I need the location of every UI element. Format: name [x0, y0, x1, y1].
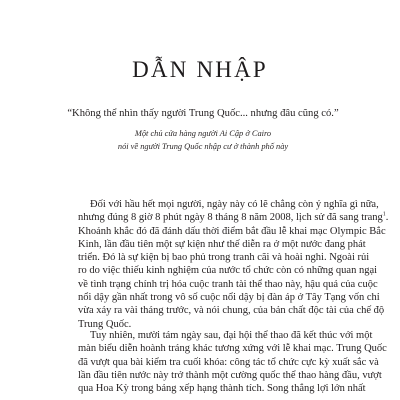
- body-paragraph: [78, 329, 387, 395]
- epigraph-attribution-line: nói về người Trung Quốc nhập cư ở thành phố này: [117, 142, 289, 151]
- paragraph-line: qua Hoa Kỳ trong bảng xếp hạng thành tích. Song thắng lợi lớn nhất: [78, 383, 366, 395]
- paragraph-line: vừa xảy ra vài tháng trước, và nói chung, của bản chất độc tài của chế độ: [78, 305, 385, 317]
- epigraph-attribution-line: Một chủ cửa hàng người Ai Cập ở Cairo: [134, 129, 272, 138]
- epigraph-quote: “Không thể nhìn thấy người Trung Quốc... nhưng đâu cũng có.”: [67, 108, 339, 119]
- paragraph-line: nhưng đúng 8 giờ 8 phút ngày 8 tháng 8 năm 2008, lịch sử đã sang trang$^1$.: [78, 211, 389, 224]
- paragraph-line: lần đầu tiên nước này trở thành một cường quốc thể thao hàng đầu, vượt: [78, 369, 382, 381]
- paragraph-line: Đối với hầu hết mọi người, ngày này có lẽ chẳng còn ý nghĩa gì nữa,: [90, 199, 379, 210]
- paragraph-line: màn biểu diễn hoành tráng khác tương xứng với lễ khai mạc. Trung Quốc: [78, 343, 387, 355]
- paragraph-line: Khoảnh khắc đó đã đánh dấu thời điểm bắt đầu lễ khai mạc Olympic Bắc: [78, 225, 386, 237]
- paragraph-line: đã vượt qua bài kiểm tra cuối khóa: công tác tổ chức cực kỳ xuất sắc và: [78, 356, 379, 368]
- paragraph-line: ro do việc thiếu kinh nghiệm của nước tổ chức còn có những quan ngại: [78, 265, 378, 277]
- footnote-mark[interactable]: 1: [382, 211, 386, 218]
- paragraph-line: Tuy nhiên, mười tám ngày sau, đại hội thể thao đã kết thúc với một: [90, 330, 373, 341]
- paragraph-line: về tình trạng chính trị hóa cuộc tranh tài thể thao này, hậu quả của cuộc: [78, 278, 378, 290]
- paragraph-line: Kinh, lần đầu tiên một sự kiện như thế diễn ra ở một nước đang phát: [78, 238, 366, 250]
- paragraph-line: nổi dậy gần nhất trong vô số cuộc nổi dậy bị đàn áp ở Tây Tạng vốn chỉ: [78, 292, 380, 304]
- body-paragraph: [78, 198, 389, 331]
- chapter-title: DẪN NHẬP: [132, 57, 268, 82]
- paragraph-line: Trung Quốc.: [78, 318, 132, 330]
- paragraph-line-text: nhưng đúng 8 giờ 8 phút ngày 8 tháng 8 năm 2008, lịch sử đã sang trang: [78, 212, 383, 224]
- paragraph-line: triển. Đó là sự kiện bị bao phủ trong tranh cãi và hoài nghi. Ngoài rủi: [78, 252, 370, 264]
